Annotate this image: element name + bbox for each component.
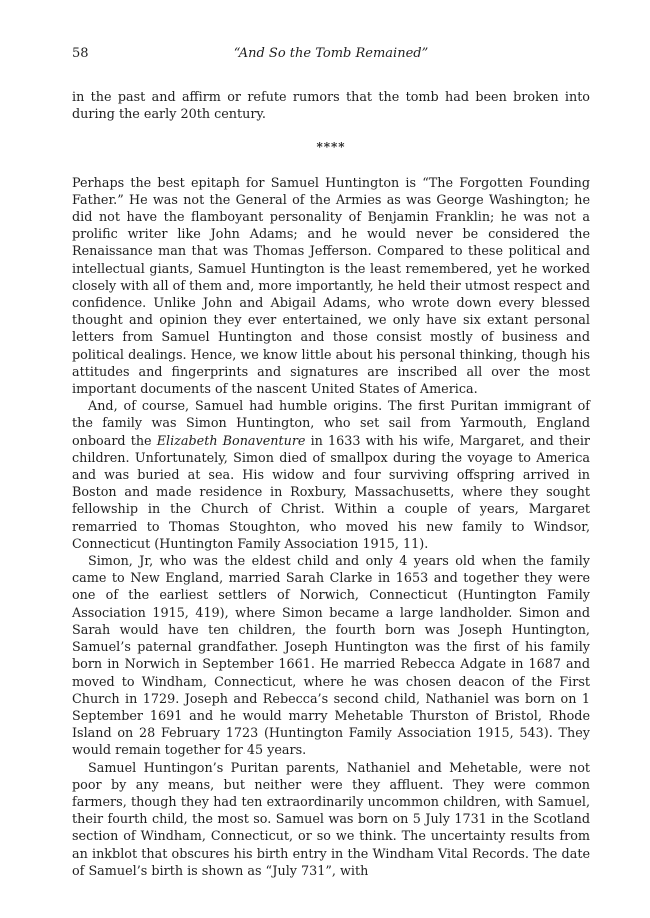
paragraph-origins-text-end: in 1633 with his wife, Margaret, and their children. Unfortunately, Simon died of smallpox during the voyage to America and was buried at sea. His widow and four surviving offspring arrived in Boston and made residence in Roxbury, Massachusetts, where they sought fellowship in the Church of Christ. Within a couple of years, Margaret remarried to Thomas Stoughton, who moved his new family to Windsor, Connecticut (Huntington Family Association 1915, 11).	[72, 433, 591, 552]
page-number: 58	[72, 46, 89, 61]
ship-name: Elizabeth Bonaventure	[156, 433, 306, 449]
running-head	[72, 43, 590, 65]
paragraph-parents: Samuel Huntingon’s Puritan parents, Nathaniel and Mehetable, were not poor by any means, but neither were they affluent. They were common farmers, though they had ten extraordinarily uncommon children, with Samuel, their fourth child, the most so. Samuel was born on 5 July 1731 in the Scotland section of Windham, Connecticut, or so we think. The uncertainty results from an inkblot that obscures his birth entry in the Windham Vital Records. The date of Samuel’s birth is shown as “July 731”, with	[72, 760, 590, 879]
running-title: “And So the Tomb Remained”	[233, 46, 429, 61]
paragraph-simon-jr: Simon, Jr, who was the eldest child and only 4 years old when the family came to New England, married Sarah Clarke in 1653 and together they were one of the earliest settlers of Norwich, Connecticut (Huntington Family Association 1915, 419), where Simon became a large landholder. Simon and Sarah would have ten children, the fourth born was Joseph Huntington, Samuel’s paternal grandfather. Joseph Huntington was the first of his family born in Norwich in September 1661. He married Rebecca Adgate in 1687 and moved to Windham, Connecticut, where he was chosen deacon of the First Church in 1729. Joseph and Rebecca’s second child, Nathaniel was born on 1 September 1691 and he would marry Mehetable Thurston of Bristol, Rhode Island on 28 February 1723 (Huntington Family Association 1915, 543). They would remain together for 45 years.	[72, 554, 590, 759]
continuation-paragraph: in the past and affirm or refute rumors that the tomb had been broken into during the early 20th century.	[72, 90, 590, 123]
paragraph-epitaph: Perhaps the best epitaph for Samuel Huntington is “The Forgotten Founding Father.” He was not the General of the Armies as was George Washington; he did not have the flamboyant personality of Benjamin Franklin; he was not a prolific writer like John Adams; and he would never be considered the Renaissance man that was Thomas Jefferson. Compared to these political and intellectual giants, Samuel Huntington is the least remembered, yet he worked closely with all of them and, more importantly, he held their utmost respect and confidence. Unlike John and Abigail Adams, who wrote down every blessed thought and opinion they ever entertained, we only have six extant personal letters from Samuel Huntington and those consist mostly of business and political dealings. Hence, we know little about his personal thinking, though his attitudes and fingerprints and signatures are inscribed all over the most important documents of the nascent United States of America.	[72, 175, 590, 398]
body-text	[72, 89, 590, 880]
section-separator: ****	[316, 140, 346, 155]
paragraph-origins	[72, 398, 590, 553]
paragraph-origins-text-start: And, of course, Samuel had humble origins. The first Puritan immigrant of the family was Simon Huntington, who set sail from Yarmouth, England onboard the	[72, 399, 590, 449]
